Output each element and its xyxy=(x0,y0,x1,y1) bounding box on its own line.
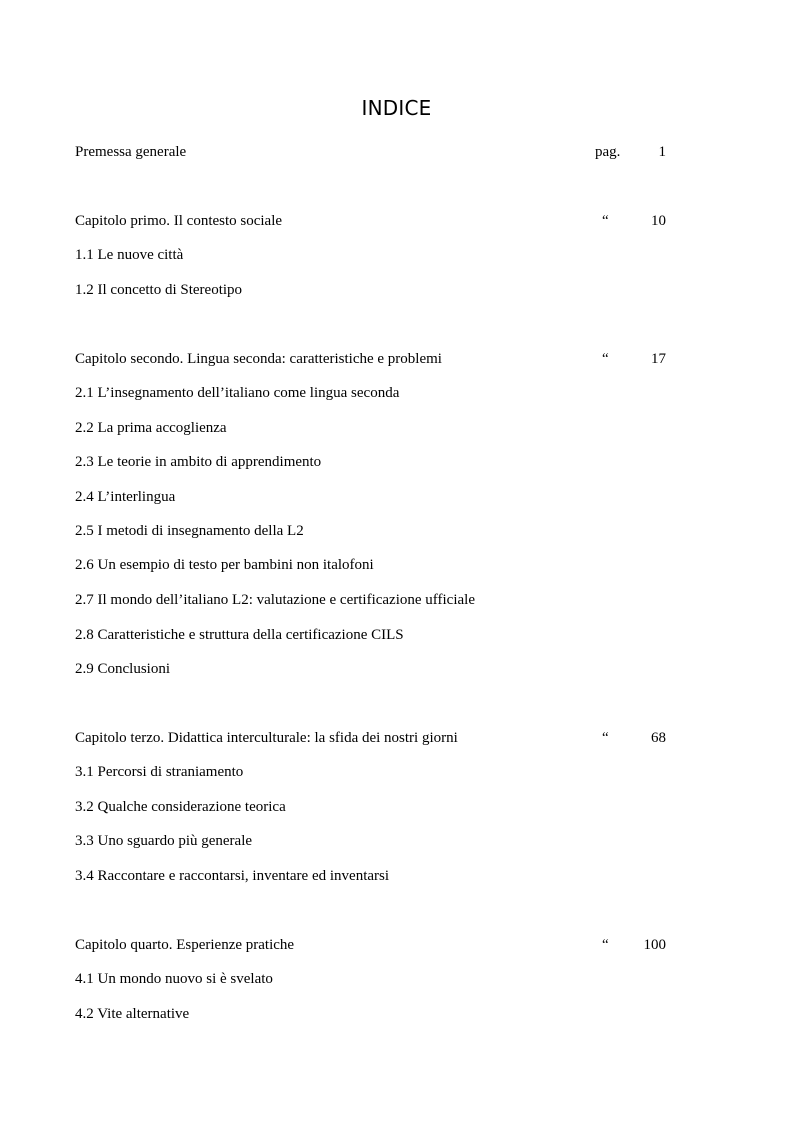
toc-entry-label: Capitolo terzo. Didattica interculturale: la sfida dei nostri giorni xyxy=(75,730,458,746)
toc-section-4-2 xyxy=(75,1004,675,1024)
toc-entry-label: 3.1 Percorsi di straniamento xyxy=(75,764,244,780)
toc-section-2-5 xyxy=(75,521,675,541)
toc-chapter-2 xyxy=(75,349,675,369)
toc-entry-label: 2.6 Un esempio di testo per bambini non italofoni xyxy=(75,557,374,573)
toc-page-number: 17 xyxy=(651,351,666,367)
toc-section-4-1 xyxy=(75,969,675,989)
toc-entry-label: 2.5 I metodi di insegnamento della L2 xyxy=(75,523,304,539)
toc-section-3-3 xyxy=(75,831,675,851)
toc-entry-label: 2.7 Il mondo dell’italiano L2: valutazione e certificazione ufficiale xyxy=(75,592,475,608)
toc-ditto-marker: “ xyxy=(602,351,609,367)
toc-entry-label: 4.2 Vite alternative xyxy=(75,1006,190,1022)
toc-entry-label: Capitolo primo. Il contesto sociale xyxy=(75,213,283,229)
toc-entry-label: 2.9 Conclusioni xyxy=(75,661,171,677)
toc-ditto-marker: “ xyxy=(602,213,609,229)
toc-page-number: 1 xyxy=(658,144,666,160)
toc-section-2-1 xyxy=(75,383,675,403)
toc-entry-label: 1.2 Il concetto di Stereotipo xyxy=(75,282,243,298)
toc-section-1-1 xyxy=(75,245,675,265)
toc-page-number: 68 xyxy=(651,730,666,746)
toc-section-3-1 xyxy=(75,762,675,782)
toc-ditto-marker: “ xyxy=(602,730,609,746)
toc-section-2-6 xyxy=(75,555,675,575)
toc-page-number: 100 xyxy=(643,937,666,953)
page-title: INDICE xyxy=(361,96,432,120)
toc-ditto-marker: “ xyxy=(602,937,609,953)
toc-section-2-2 xyxy=(75,418,675,438)
toc-section-2-9 xyxy=(75,659,675,679)
toc-section-3-2 xyxy=(75,797,675,817)
toc-entry-label: 1.1 Le nuove città xyxy=(75,247,184,263)
toc-entry-label: 2.3 Le teorie in ambito di apprendimento xyxy=(75,454,322,470)
toc-entry-label: 2.8 Caratteristiche e struttura della certificazione CILS xyxy=(75,627,404,643)
toc-section-2-8 xyxy=(75,625,675,645)
toc-entry-label: 3.2 Qualche considerazione teorica xyxy=(75,799,286,815)
toc-chapter-3 xyxy=(75,728,675,748)
toc-chapter-1 xyxy=(75,211,675,231)
toc-page-number: 10 xyxy=(651,213,666,229)
toc-entry-label: 2.1 L’insegnamento dell’italiano come lingua seconda xyxy=(75,385,400,401)
toc-entry-label: 3.4 Raccontare e raccontarsi, inventare ed inventarsi xyxy=(75,868,390,884)
toc-chapter-4 xyxy=(75,935,675,955)
toc-entry-label: Capitolo secondo. Lingua seconda: caratteristiche e problemi xyxy=(75,351,442,367)
toc-entry-label: 2.2 La prima accoglienza xyxy=(75,420,227,436)
toc-entry-label: Premessa generale xyxy=(75,144,187,160)
toc-entry-label: 4.1 Un mondo nuovo si è svelato xyxy=(75,971,273,987)
toc-section-2-4 xyxy=(75,487,675,507)
toc-section-2-3 xyxy=(75,452,675,472)
toc-page-marker: pag. xyxy=(595,144,621,160)
toc-entry-premessa xyxy=(75,142,675,162)
toc-section-3-4 xyxy=(75,866,675,886)
toc-section-1-2 xyxy=(75,280,675,300)
toc-entry-label: 2.4 L’interlingua xyxy=(75,489,176,505)
toc-section-2-7 xyxy=(75,590,675,610)
toc-entry-label: 3.3 Uno sguardo più generale xyxy=(75,833,253,849)
toc-entry-label: Capitolo quarto. Esperienze pratiche xyxy=(75,937,295,953)
